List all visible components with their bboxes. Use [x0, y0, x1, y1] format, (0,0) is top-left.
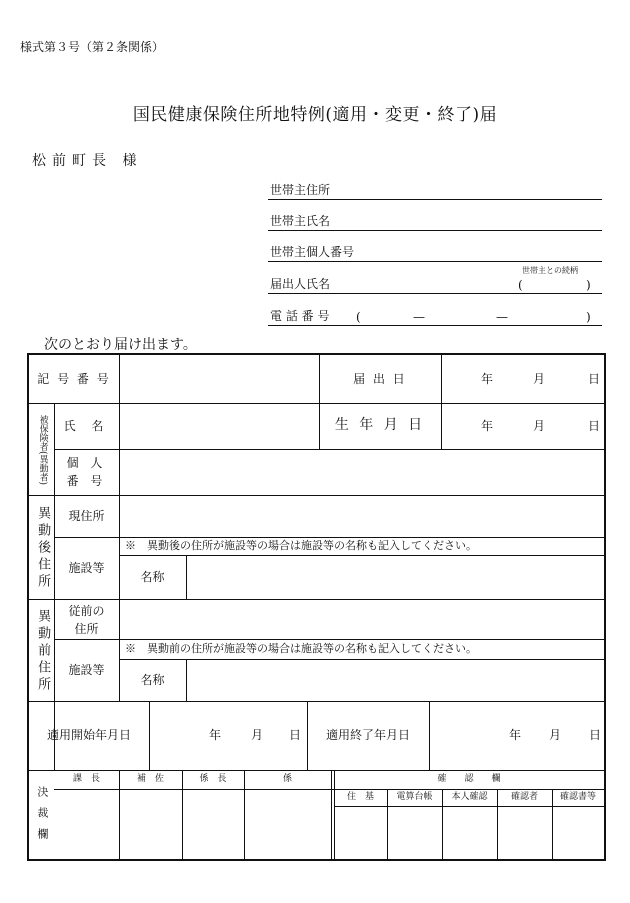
col-line — [186, 659, 187, 701]
household-head-name-field[interactable] — [268, 212, 602, 231]
row-line — [334, 806, 604, 807]
personal-number-label-1: 個 人 — [66, 455, 107, 470]
approval-label: 決裁欄 — [35, 785, 49, 849]
form-number: 様式第３号（第２条関係） — [20, 40, 165, 54]
name-label: 氏 名 — [63, 418, 110, 433]
phone-field[interactable] — [268, 307, 602, 326]
row-line — [119, 659, 604, 660]
notification-form-table — [27, 353, 606, 861]
staff-label: 係 — [282, 773, 292, 784]
check-document-label: 確認書等 — [559, 791, 596, 802]
relationship-close-paren: ) — [586, 278, 591, 292]
relationship-open-paren: ( — [518, 278, 523, 292]
after-facility-name-label: 名称 — [140, 569, 165, 584]
birth-day: 日 — [587, 418, 600, 433]
col-line — [331, 770, 332, 859]
birth-year: 年 — [480, 418, 493, 433]
filing-month: 月 — [532, 371, 545, 386]
filing-date-label: 届 出 日 — [353, 371, 407, 386]
confirm-label: 確 認 欄 — [437, 773, 501, 784]
phone-dash-2: — — [496, 310, 508, 324]
phone-open-paren: ( — [356, 310, 361, 324]
col-line — [149, 701, 150, 770]
phone-label: 電 話 番 号 — [270, 309, 330, 323]
household-head-name-label: 世帯主氏名 — [270, 214, 331, 228]
household-head-address-label: 世帯主住所 — [270, 183, 331, 197]
notifier-name-field[interactable] — [268, 275, 602, 294]
before-note: ※ 異動前の住所が施設等の場合は施設等の名称も記入してください。 — [125, 642, 477, 656]
assistant-label: 補 佐 — [136, 773, 164, 784]
col-line — [441, 355, 442, 449]
before-facility-name-label: 名称 — [140, 672, 165, 687]
addressee: 松前町長 様 — [32, 153, 143, 169]
filing-day: 日 — [587, 371, 600, 386]
insured-label: 被保険者(異動者) — [37, 414, 48, 486]
section-chief-label: 課 長 — [72, 773, 100, 784]
row-line — [29, 599, 604, 600]
notifier-name-label: 届出人氏名 — [270, 277, 331, 291]
before-facility-label: 施設等 — [68, 662, 105, 677]
birth-date-label: 生 年 月 日 — [334, 417, 426, 434]
row-line — [119, 555, 604, 556]
personal-number-label-2: 番 号 — [66, 473, 107, 488]
start-day: 日 — [288, 728, 301, 742]
col-line — [429, 701, 430, 770]
checker-label: 確認者 — [510, 791, 538, 802]
apply-start-label: 適用開始年月日 — [46, 728, 131, 742]
birth-month: 月 — [532, 418, 545, 433]
filing-year: 年 — [480, 371, 493, 386]
unit-chief-label: 係 長 — [199, 773, 227, 784]
relationship-note: 世帯主との続柄 — [522, 266, 578, 275]
after-note: ※ 異動後の住所が施設等の場合は施設等の名称も記入してください。 — [125, 539, 477, 553]
before-address-label: 異動前住所 — [35, 608, 51, 694]
page-title: 国民健康保険住所地特例(適用・変更・終了)届 — [132, 105, 498, 125]
previous-address-label-2: 住所 — [74, 621, 99, 636]
end-year: 年 — [508, 728, 521, 742]
current-address-label: 現住所 — [68, 508, 105, 523]
col-line — [119, 355, 120, 403]
col-line — [186, 555, 187, 599]
previous-address-label-1: 従前の — [68, 603, 105, 618]
after-facility-label: 施設等 — [68, 560, 105, 575]
row-line — [54, 449, 604, 450]
start-year: 年 — [208, 728, 221, 742]
phone-dash-1: — — [413, 310, 425, 324]
record-number-label: 記 号 番 号 — [37, 371, 111, 386]
end-day: 日 — [588, 728, 601, 742]
household-head-number-field[interactable] — [268, 243, 602, 262]
intro-text: 次のとおり届け出ます。 — [44, 337, 197, 353]
col-line — [119, 403, 120, 495]
end-month: 月 — [548, 728, 561, 742]
household-head-address-field[interactable] — [268, 181, 602, 200]
residence-label: 住 基 — [346, 791, 374, 802]
computer-ledger-label: 電算台帳 — [396, 791, 433, 802]
apply-end-label: 適用終了年月日 — [325, 728, 410, 742]
household-head-number-label: 世帯主個人番号 — [270, 245, 355, 259]
identity-check-label: 本人確認 — [451, 791, 488, 802]
start-month: 月 — [250, 728, 263, 742]
after-address-label: 異動後住所 — [35, 505, 51, 591]
phone-close-paren: ) — [586, 310, 591, 324]
